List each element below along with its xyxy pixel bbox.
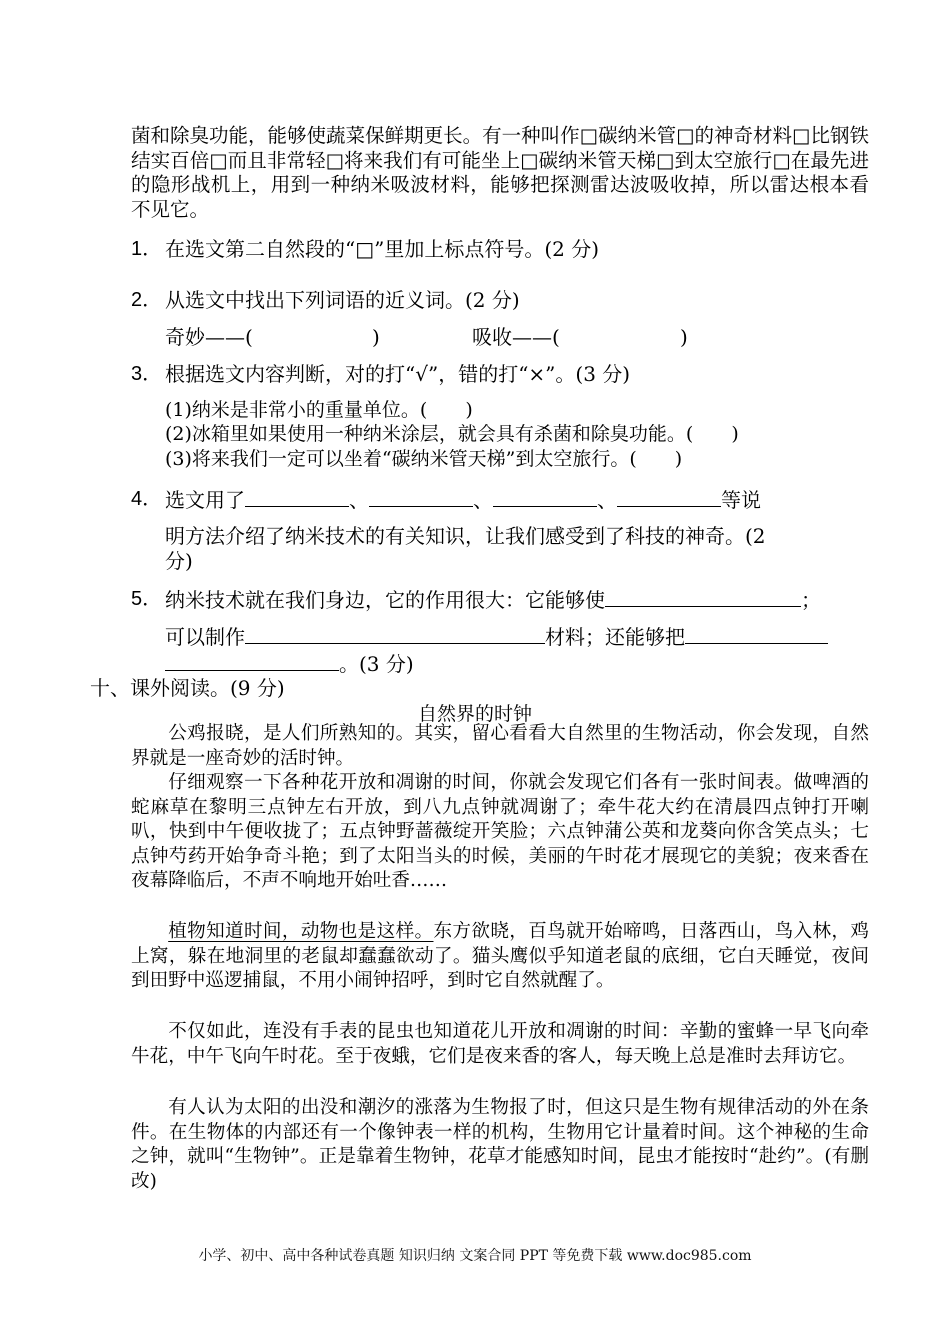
q4-sep: 、 — [473, 488, 493, 512]
article-paragraph-2: 仔细观察一下各种花开放和凋谢的时间，你就会发现它们各有一张时间表。做啤酒的蛇麻草在黎明三点钟左右开放，到八九点钟就凋谢了；牵牛花大约在清晨四点钟打开喇叭，快到中午便收拢了；五点钟野蔷薇绽开笑脸；六点钟蒲公英和龙葵向你含笑点头；七点钟芍药开始争奇斗艳；到了太阳当头的时候，美丽的午时花才展现它的美貌；夜来香在夜幕降临后，不声不响地开始吐香…… — [131, 772, 869, 891]
q4-sep: 、 — [349, 488, 369, 512]
synonym-item-2: 吸收——( — [472, 325, 560, 349]
q4-sep: 、 — [597, 488, 617, 512]
synonym-item-1: 奇妙——( — [165, 325, 253, 349]
question-2-number: 2． — [131, 289, 163, 311]
question-5-line-1 — [165, 586, 821, 613]
synonym-item-1-close: ) — [372, 325, 380, 349]
question-3-number: 3． — [131, 363, 163, 385]
q4-tail: 等说 — [721, 488, 761, 512]
article-paragraph-5: 有人认为太阳的出没和潮汐的涨落为生物报了时，但这只是生物有规律活动的外在条件。在生物体的内部还有一个像钟表一样的机构，生物用它计量着时间。这个神秘的生命之钟，就叫“生物钟”。正是靠着生物钟，花草才能感知时间，昆虫才能按时“赴约”。(有删改) — [131, 1097, 869, 1192]
paragraph-3-rest: 东方欲晓，百鸟就开始啼鸣，日落西山，鸟入林，鸡上窝，躲在地洞里的老鼠却蠢蠢欲动了。猫头鹰似乎知道老鼠的底细，它白天睡觉，夜间到田野中巡逻捕鼠，不用小闹钟招呼，到时它自然就醒了。 — [131, 921, 869, 991]
answer-blank[interactable] — [617, 486, 721, 507]
synonym-item-2-close: ) — [680, 325, 688, 349]
question-5-number: 5． — [131, 588, 163, 610]
question-5-line-3 — [165, 650, 414, 677]
q5-lead: 纳米技术就在我们身边，它的作用很大：它能够使 — [165, 588, 605, 612]
article-paragraph-4: 不仅如此，连没有手表的昆虫也知道花儿开放和凋谢的时间：辛勤的蜜蜂一早飞向牵牛花，中午飞向午时花。至于夜蛾，它们是夜来香的客人，每天晚上总是准时去拜访它。 — [131, 1021, 869, 1067]
judgement-item-2: (2)冰箱里如果使用一种纳米涂层，就会具有杀菌和除臭功能。( ) — [165, 423, 739, 445]
answer-blank[interactable] — [245, 623, 545, 644]
question-4-number: 4． — [131, 488, 163, 510]
answer-blank[interactable] — [369, 486, 473, 507]
answer-blank[interactable] — [493, 486, 597, 507]
article-title: 自然界的时钟 — [417, 703, 532, 725]
q5-semicolon: ； — [801, 588, 821, 612]
answer-blank[interactable] — [685, 623, 828, 644]
question-4-line-1 — [165, 486, 761, 513]
question-4-line-3: 分) — [165, 549, 193, 573]
passage-paragraph: 菌和除臭功能，能够使蔬菜保鲜期更长。有一种叫作□碳纳米管□的神奇材料□比钢铁结实百倍□而且非常轻□将来我们有可能坐上□碳纳米管天梯□到太空旅行□在最先进的隐形战机上，用到一种纳米吸波材料，能够把探测雷达波吸收掉，所以雷达根本看不见它。 — [131, 124, 869, 221]
judgement-item-1: (1)纳米是非常小的重量单位。( ) — [165, 399, 473, 421]
answer-blank[interactable] — [245, 486, 349, 507]
q5-material: 材料；还能够把 — [545, 625, 685, 649]
underlined-sentence: 植物知道时间，动物也是这样。 — [168, 921, 434, 942]
question-1-text: 在选文第二自然段的“□”里加上标点符号。(2 分) — [165, 237, 600, 261]
question-3-text: 根据选文内容判断，对的打“√”，错的打“×”。(3 分) — [165, 362, 631, 386]
answer-blank[interactable] — [605, 586, 801, 607]
question-4-line-2: 明方法介绍了纳米技术的有关知识，让我们感受到了科技的神奇。(2 — [165, 524, 766, 548]
answer-blank[interactable] — [165, 650, 339, 671]
article-paragraph-1: 公鸡报晓，是人们所熟知的。其实，留心看看大自然里的生物活动，你会发现，自然界就是一座奇妙的活时钟。 — [131, 723, 869, 769]
judgement-item-3: (3)将来我们一定可以坐着“碳纳米管天梯”到太空旅行。( ) — [165, 448, 683, 470]
q5-make: 可以制作 — [165, 625, 245, 649]
article-paragraph-3 — [131, 920, 869, 994]
footer-text: 小学、初中、高中各种试卷真题 知识归纳 文案合同 PPT 等免费下载 www.doc985.com — [198, 1248, 752, 1264]
q5-end: 。(3 分) — [339, 652, 414, 676]
question-1-number: 1． — [131, 238, 163, 260]
question-2-text: 从选文中找出下列词语的近义词。(2 分) — [165, 288, 520, 312]
question-5-line-2 — [165, 623, 828, 650]
q4-lead: 选文用了 — [165, 488, 245, 512]
section-heading: 十、课外阅读。(9 分) — [90, 676, 285, 700]
